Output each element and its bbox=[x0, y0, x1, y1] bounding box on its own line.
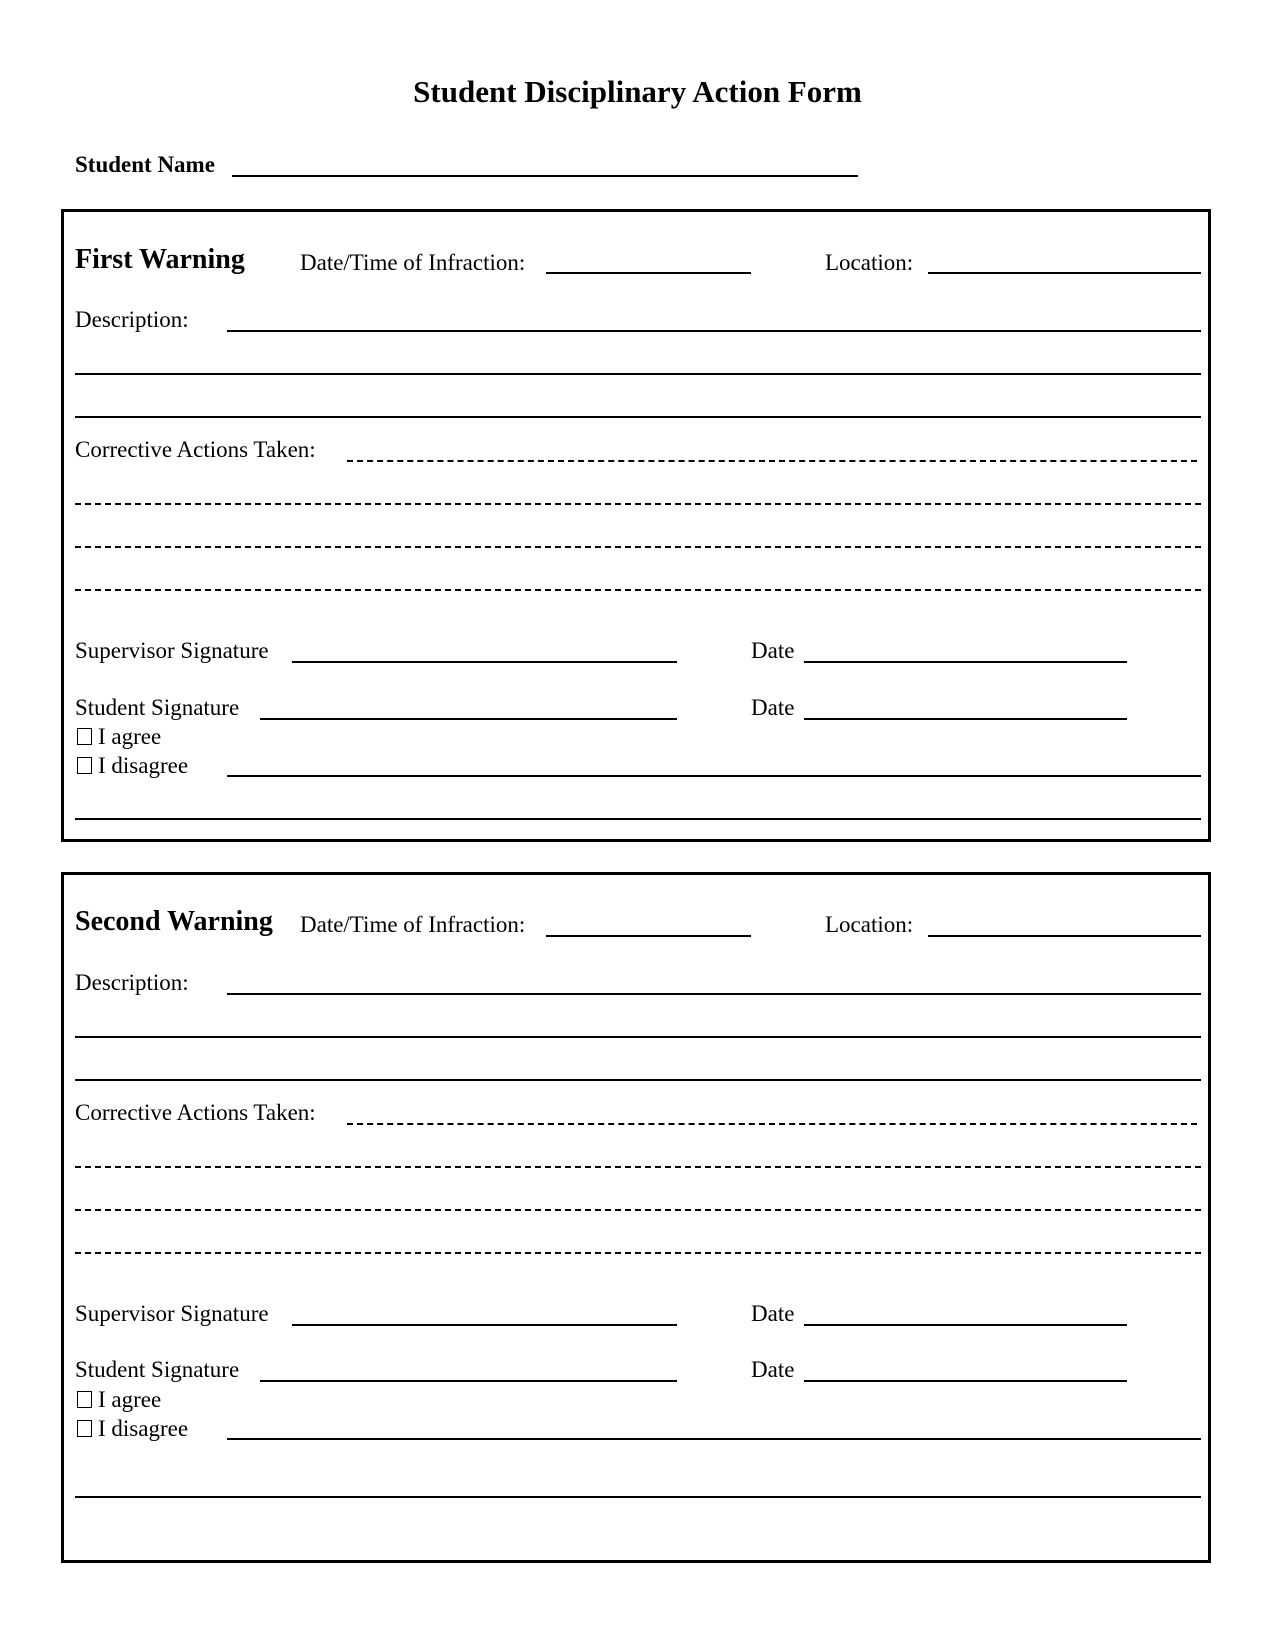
second-datetime-field[interactable] bbox=[546, 935, 751, 937]
second-location-label: Location: bbox=[825, 912, 914, 937]
second-disagree-reason-line-1[interactable] bbox=[227, 1438, 1201, 1440]
second-supervisor-signature-label: Supervisor Signature bbox=[75, 1301, 269, 1326]
first-description-line-3[interactable] bbox=[75, 416, 1201, 418]
second-agree-option[interactable] bbox=[77, 1387, 161, 1413]
second-supervisor-date-label: Date bbox=[751, 1301, 795, 1326]
second-corrective-line-3[interactable] bbox=[75, 1209, 1201, 1211]
checkbox-icon[interactable] bbox=[77, 1391, 92, 1408]
first-disagree-option[interactable] bbox=[77, 753, 188, 779]
second-student-date-field[interactable] bbox=[804, 1380, 1127, 1382]
first-corrective-line-4[interactable] bbox=[75, 589, 1201, 591]
checkbox-icon[interactable] bbox=[77, 728, 92, 745]
first-student-signature-field[interactable] bbox=[260, 718, 677, 720]
second-description-label: Description: bbox=[75, 970, 189, 995]
first-disagree-reason-line-1[interactable] bbox=[227, 775, 1201, 777]
student-name-label: Student Name bbox=[75, 152, 215, 177]
first-corrective-line-1[interactable] bbox=[347, 460, 1197, 462]
first-student-date-field[interactable] bbox=[804, 718, 1127, 720]
second-agree-label: I agree bbox=[98, 1387, 162, 1412]
first-corrective-line-3[interactable] bbox=[75, 546, 1201, 548]
second-corrective-line-1[interactable] bbox=[347, 1123, 1197, 1125]
first-corrective-line-2[interactable] bbox=[75, 503, 1201, 505]
first-location-label: Location: bbox=[825, 250, 914, 275]
first-description-line-1[interactable] bbox=[227, 330, 1201, 332]
student-name-field[interactable] bbox=[232, 175, 858, 177]
second-student-signature-label: Student Signature bbox=[75, 1357, 240, 1382]
first-agree-label: I agree bbox=[98, 724, 162, 749]
second-datetime-label: Date/Time of Infraction: bbox=[300, 912, 526, 937]
second-student-date-label: Date bbox=[751, 1357, 795, 1382]
first-corrective-label: Corrective Actions Taken: bbox=[75, 437, 316, 462]
form-title: Student Disciplinary Action Form bbox=[413, 74, 862, 109]
first-student-signature-label: Student Signature bbox=[75, 695, 240, 720]
second-description-line-3[interactable] bbox=[75, 1079, 1201, 1081]
first-location-field[interactable] bbox=[928, 272, 1201, 274]
second-warning-box bbox=[61, 872, 1211, 1563]
first-description-line-2[interactable] bbox=[75, 373, 1201, 375]
second-disagree-option[interactable] bbox=[77, 1416, 188, 1442]
second-location-field[interactable] bbox=[928, 935, 1201, 937]
first-supervisor-date-label: Date bbox=[751, 638, 795, 663]
first-agree-option[interactable] bbox=[77, 724, 161, 750]
first-supervisor-date-field[interactable] bbox=[804, 661, 1127, 663]
first-datetime-label: Date/Time of Infraction: bbox=[300, 250, 526, 275]
first-description-label: Description: bbox=[75, 307, 189, 332]
second-supervisor-date-field[interactable] bbox=[804, 1324, 1127, 1326]
checkbox-icon[interactable] bbox=[77, 757, 92, 774]
first-disagree-reason-line-2[interactable] bbox=[75, 818, 1201, 820]
checkbox-icon[interactable] bbox=[77, 1420, 92, 1437]
second-corrective-line-4[interactable] bbox=[75, 1252, 1201, 1254]
first-datetime-field[interactable] bbox=[546, 272, 751, 274]
second-disagree-reason-line-2[interactable] bbox=[75, 1496, 1201, 1498]
second-supervisor-signature-field[interactable] bbox=[292, 1324, 677, 1326]
second-warning-heading: Second Warning bbox=[75, 906, 273, 937]
second-corrective-line-2[interactable] bbox=[75, 1166, 1201, 1168]
first-warning-heading: First Warning bbox=[75, 244, 245, 275]
second-description-line-2[interactable] bbox=[75, 1036, 1201, 1038]
first-supervisor-signature-label: Supervisor Signature bbox=[75, 638, 269, 663]
second-disagree-label: I disagree bbox=[98, 1416, 189, 1441]
first-student-date-label: Date bbox=[751, 695, 795, 720]
first-warning-box bbox=[61, 209, 1211, 842]
second-description-line-1[interactable] bbox=[227, 993, 1201, 995]
first-disagree-label: I disagree bbox=[98, 753, 189, 778]
first-supervisor-signature-field[interactable] bbox=[292, 661, 677, 663]
second-corrective-label: Corrective Actions Taken: bbox=[75, 1100, 316, 1125]
second-student-signature-field[interactable] bbox=[260, 1380, 677, 1382]
